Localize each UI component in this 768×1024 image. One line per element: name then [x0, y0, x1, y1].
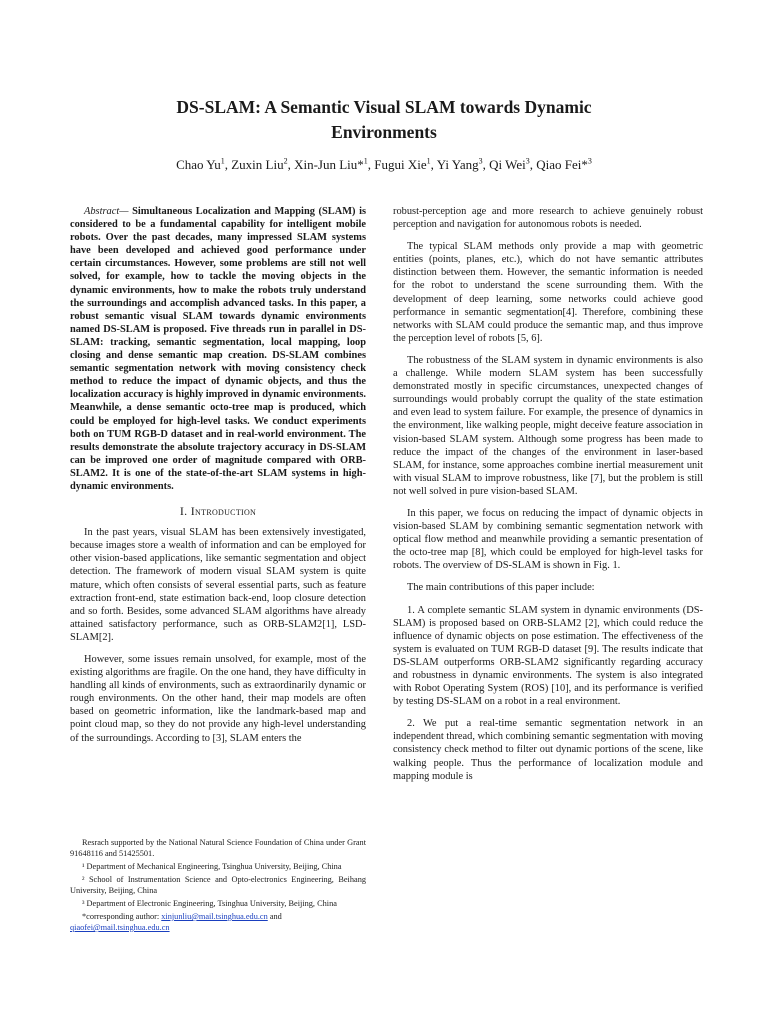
section-heading-introduction: I. Introduction [179, 504, 257, 519]
contributions-intro: The main contributions of this paper include: [407, 582, 595, 594]
abstract-label: Abstract— [84, 206, 129, 217]
author: Xin-Jun Liu*$^1$, [294, 157, 375, 173]
footnotes [70, 837, 366, 935]
author-list [60, 153, 708, 174]
intro-paragraph-2: However, some issues remain unsolved, for example, most of the existing algorithms are fragile. On the one hand, they have difficulty in handling all kinds of environments, such as extraordinarily dynamic or rough environments. On the other hand, their map models are often based on geometric information, like the landmark-based map and point cloud map, so they do not provide any high-level understanding of the surroundings. According to [3], SLAM enters the [70, 654, 366, 744]
author: Qiao Fei*$^3$ [536, 157, 592, 173]
author: Fugui Xie$^1$, [374, 157, 437, 173]
body-paragraph: In this paper, we focus on reducing the impact of dynamic objects in vision-based SLAM by combining semantic segmentation network with optical flow method and meanwhile providing a semantic presentation of the octo-tree map [8], which could be employed for high-level tasks for robots. The overview of DS-SLAM is shown in Fig. 1. [393, 507, 703, 572]
contribution-item-1: 1. A complete semantic SLAM system in dynamic environments (DS-SLAM) is proposed based on ORB-SLAM2 [2], which could reduce the influence of dynamic objects on pose estimation. The effectiveness of the system is evaluated on TUM RGB-D dataset [9]. The results indicate that DS-SLAM outperforms ORB-SLAM2 significantly regarding accuracy and robustness in dynamic environments. The system is also integrated with Robot Operating System (ROS) [10], and its performance is verified by testing DS-SLAM on a robot in a real environment. [393, 604, 703, 708]
abstract [70, 205, 366, 493]
author: Qi Wei$^3$, [489, 157, 537, 173]
footnote-funding: Resrach supported by the National Natural Science Foundation of China under Grant 91648116 and 51425501. [70, 838, 366, 858]
title-line-1: DS-SLAM: A Semantic Visual SLAM towards Dynamic [176, 97, 592, 117]
footnote-affiliation-2: ² School of Instrumentation Science and Opto-electronics Engineering, Beihang University, Beijing, China [70, 875, 366, 895]
email-link-1[interactable]: xinjunliu@mail.tsinghua.edu.cn [161, 912, 268, 921]
contribution-item-2: 2. We put a real-time semantic segmentation network in an independent thread, which combining semantic segmentation with moving consistency check method to filter out dynamic portions of the scene, like walking people. Thus the performance of localization module and mapping module is [393, 718, 703, 782]
body-paragraph: The robustness of the SLAM system in dynamic environments is also a challenge. While modern SLAM system has been successfully demonstrated mostly in specific circumstances, unexpected changes of surroundings would probably corrupt the quality of the state estimation and even lead to system failure. For example, the presence of dynamics in the environment, like walking people, might deceive feature association in vision-based SLAM system. Although some progress has been made to reduce the impact of the changes of the environment in laser-based SLAM, for instance, some approaches combine inertial measurement unit with visual SLAM to improve robustness, like [7], but the problem is still not well solved in pure vision-based SLAM. [393, 354, 703, 497]
footnote-affiliation-1: ¹ Department of Mechanical Engineering, Tsinghua University, Beijing, China [82, 862, 342, 871]
author: Zuxin Liu$^2$, [231, 157, 295, 173]
email-link-2[interactable]: qiaofei@mail.tsinghua.edu.cn [70, 923, 170, 932]
footnote-affiliation-3: ³ Department of Electronic Engineering, Tsinghua University, Beijing, China [82, 899, 337, 908]
footnote-corresponding: *corresponding author: xinjunliu@mail.tsinghua.edu.cn and qiaofei@mail.tsinghua.edu.cn [70, 912, 282, 932]
body-paragraph: The typical SLAM methods only provide a map with geometric entities (points, planes, etc.), which do not have semantic attributes distinction between them. However, the semantic information is needed for the robot to understand the scene surrounding them. With the development of deep learning, some networks could achieve good performance in semantic segmentation[4]. Therefore, combining these networks with SLAM could produce the semantic map, and thus improve the perception level of robots [5, 6]. [393, 241, 703, 344]
author: Chao Yu$^1$, [176, 157, 232, 173]
author: Yi Yang$^3$, [436, 157, 490, 173]
title-line-2: Environments [331, 122, 437, 142]
abstract-text: Simultaneous Localization and Mapping (SLAM) is considered to be a fundamental capability for intelligent mobile robots. Over the past decades, many impressed SLAM systems have been developed and achieved good performance under certain circumstances. However, some problems are still not well solved, for example, how to tackle the moving objects in the dynamic environments, how to make the robots truly understand the surroundings and accomplish advanced tasks. In this paper, a robust semantic visual SLAM towards dynamic environments named DS-SLAM is proposed. Five threads run in parallel in DS-SLAM: tracking, semantic segmentation, local mapping, loop closing and dense semantic map creation. DS-SLAM combines semantic segmentation network with moving consistency check method to reduce the impact of dynamic objects, and thus the localization accuracy is highly improved in dynamic environments. Meanwhile, a dense semantic octo-tree map is produced, which could be employed for high-level tasks. We conduct experiments both on TUM RGB-D dataset and in real-world environment. The results demonstrate the absolute trajectory accuracy in DS-SLAM can be improved one order of magnitude compared with ORB-SLAM2. It is one of the state-of-the-art SLAM systems in high-dynamic environments. [70, 206, 366, 492]
left-column [70, 205, 366, 754]
paper-title [60, 95, 708, 145]
intro-paragraph-1: In the past years, visual SLAM has been extensively investigated, because images store a wealth of information and can be employed for other vision-based applications, like semantic segmentation and object detection. The framework of modern visual SLAM system is quite mature, which often consists of several essential parts, such as feature extraction front-end, state estimation back-end, loop closure detection and so forth. Besides, some advanced SLAM algorithms have already attained satisfactory performance, such as ORB-SLAM2[1], LSD-SLAM[2]. [70, 527, 366, 643]
right-column [393, 205, 703, 792]
body-paragraph: robust-perception age and more research to achieve genuinely robust perception and navigation for autonomous robots is needed. [393, 206, 703, 231]
